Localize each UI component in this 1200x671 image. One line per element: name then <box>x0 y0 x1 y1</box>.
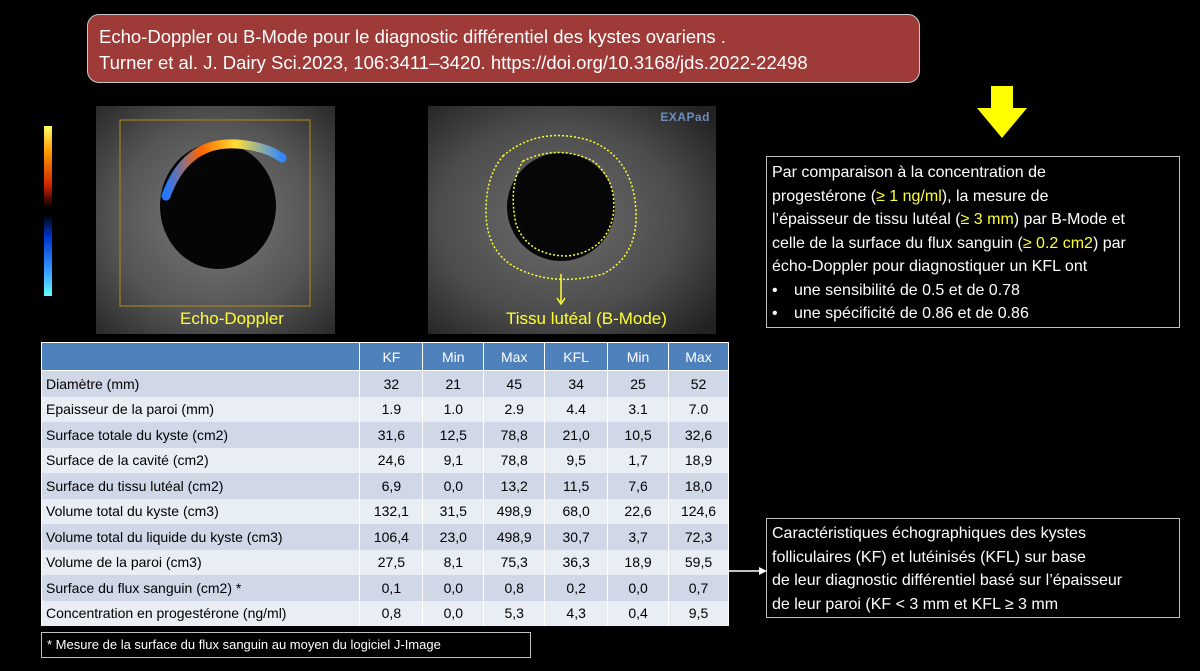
bullet-sensitivity <box>772 279 1179 303</box>
table-cell: 22,6 <box>608 499 669 525</box>
table-header: KF <box>360 343 423 371</box>
table-cell: 12,5 <box>423 422 484 448</box>
table-header: Min <box>423 343 484 371</box>
table-cell: 78,8 <box>484 422 545 448</box>
sensitivity-info-box <box>766 156 1180 328</box>
down-arrow-icon <box>977 86 1027 138</box>
info-line-5: écho-Doppler pour diagnostiquer un KFL ont <box>772 258 1088 275</box>
cyst-characteristics-table <box>41 342 729 626</box>
table-cell: 3,7 <box>608 524 669 550</box>
table-header: KFL <box>545 343 608 371</box>
table-cell: 498,9 <box>484 499 545 525</box>
row-label: Concentration en progestérone (ng/ml) <box>42 601 360 627</box>
row-label: Volume de la paroi (cm3) <box>42 550 360 576</box>
table-row <box>42 397 729 423</box>
table-cell: 10,5 <box>608 422 669 448</box>
table-cell: 52 <box>669 371 729 397</box>
table-row <box>42 371 729 397</box>
row-label: Surface de la cavité (cm2) <box>42 448 360 474</box>
echo-doppler-label: Echo-Doppler <box>180 309 284 328</box>
table-cell: 30,7 <box>545 524 608 550</box>
table-cell: 4,3 <box>545 601 608 627</box>
info-line-2 <box>772 185 1179 209</box>
title-citation: Turner et al. J. Dairy Sci.2023, 106:3411–3420. https://doi.org/10.3168/jds.2022-22498 <box>99 52 808 73</box>
table-cell: 124,6 <box>669 499 729 525</box>
table-cell: 498,9 <box>484 524 545 550</box>
row-label: Diamètre (mm) <box>42 371 360 397</box>
table-cell: 23,0 <box>423 524 484 550</box>
table-cell: 0,7 <box>669 575 729 601</box>
table-cell: 0,1 <box>360 575 423 601</box>
info-line-4 <box>772 232 1179 256</box>
info-text: ) par <box>1092 234 1126 252</box>
table-cell: 24,6 <box>360 448 423 474</box>
table-cell: 59,5 <box>669 550 729 576</box>
table-cell: 5,3 <box>484 601 545 627</box>
table-cell: 0,0 <box>423 575 484 601</box>
row-label: Surface totale du kyste (cm2) <box>42 422 360 448</box>
table-cell: 7.0 <box>669 397 729 423</box>
title-banner <box>87 14 920 83</box>
table-cell: 27,5 <box>360 550 423 576</box>
table-cell: 0,0 <box>423 601 484 627</box>
table-cell: 0,8 <box>360 601 423 627</box>
table-row <box>42 499 729 525</box>
table-cell: 6,9 <box>360 473 423 499</box>
table-row <box>42 550 729 576</box>
table-cell: 0,4 <box>608 601 669 627</box>
table-cell: 21 <box>423 371 484 397</box>
table-cell: 18,9 <box>669 448 729 474</box>
table-description-box <box>766 518 1180 618</box>
table-cell: 36,3 <box>545 550 608 576</box>
table-cell: 11,5 <box>545 473 608 499</box>
table-cell: 68,0 <box>545 499 608 525</box>
table-cell: 132,1 <box>360 499 423 525</box>
table-header: Min <box>608 343 669 371</box>
table-cell: 34 <box>545 371 608 397</box>
table-header: Max <box>484 343 545 371</box>
table-cell: 32 <box>360 371 423 397</box>
table-cell: 0,0 <box>608 575 669 601</box>
bullet-text: une spécificité de 0.86 et de 0.86 <box>794 305 1029 322</box>
table-header <box>42 343 360 371</box>
table-cell: 18,0 <box>669 473 729 499</box>
bullet-specificity <box>772 302 1179 326</box>
table-cell: 9,1 <box>423 448 484 474</box>
table-cell: 4.4 <box>545 397 608 423</box>
echo-doppler-image <box>96 106 335 334</box>
bullet-text: une sensibilité de 0.5 et de 0.78 <box>794 281 1020 299</box>
bullet-icon: • <box>772 305 778 322</box>
table-cell: 18,9 <box>608 550 669 576</box>
table-cell: 21,0 <box>545 422 608 448</box>
table-cell: 32,6 <box>669 422 729 448</box>
footnote: * Mesure de la surface du flux sanguin au moyen du logiciel J-Image <box>41 632 531 658</box>
table-cell: 31,6 <box>360 422 423 448</box>
table-cell: 106,4 <box>360 524 423 550</box>
table-cell: 0,0 <box>423 473 484 499</box>
row-label: Volume total du liquide du kyste (cm3) <box>42 524 360 550</box>
table-cell: 7,6 <box>608 473 669 499</box>
progesterone-threshold: ≥ 1 ng/ml <box>876 187 942 205</box>
table-cell: 1,7 <box>608 448 669 474</box>
table-row <box>42 473 729 499</box>
row-label: Epaisseur de la paroi (mm) <box>42 397 360 423</box>
table-cell: 8,1 <box>423 550 484 576</box>
table-header: Max <box>669 343 729 371</box>
info-text: celle de la surface du flux sanguin ( <box>772 234 1023 252</box>
table-cell: 2.9 <box>484 397 545 423</box>
table-cell: 9,5 <box>669 601 729 627</box>
info-line-3 <box>772 208 1179 232</box>
info-text: l’épaisseur de tissu lutéal ( <box>772 211 961 228</box>
table-cell: 25 <box>608 371 669 397</box>
b-mode-label: Tissu lutéal (B-Mode) <box>506 309 667 328</box>
doppler-colorbar <box>44 108 52 318</box>
table-cell: 45 <box>484 371 545 397</box>
table-cell: 72,3 <box>669 524 729 550</box>
bloodflow-threshold: ≥ 0.2 cm2 <box>1022 234 1093 252</box>
table-row <box>42 524 729 550</box>
info-text: ), la mesure de <box>941 187 1049 205</box>
info-line-1: Par comparaison à la concentration de <box>772 164 1046 181</box>
table-row <box>42 422 729 448</box>
row-label: Surface du tissu lutéal (cm2) <box>42 473 360 499</box>
table-cell: 75,3 <box>484 550 545 576</box>
row-label: Volume total du kyste (cm3) <box>42 499 360 525</box>
table-cell: 3.1 <box>608 397 669 423</box>
table-cell: 31,5 <box>423 499 484 525</box>
table-row <box>42 448 729 474</box>
info-text: ) par B-Mode et <box>1013 211 1125 228</box>
desc-line-3: de leur diagnostic différentiel basé sur l’épaisseur <box>772 572 1123 589</box>
row-label: Surface du flux sanguin (cm2) * <box>42 575 360 601</box>
title-line-1: Echo-Doppler ou B-Mode pour le diagnostic différentiel des kystes ovariens . <box>99 26 726 47</box>
table-cell: 13,2 <box>484 473 545 499</box>
right-arrow-icon <box>729 566 767 576</box>
table-cell: 1.9 <box>360 397 423 423</box>
thickness-threshold: ≥ 3 mm <box>960 211 1014 228</box>
table-row <box>42 601 729 627</box>
table-row <box>42 575 729 601</box>
table-cell: 1.0 <box>423 397 484 423</box>
desc-line-1: Caractéristiques échographiques des kystes <box>772 525 1086 542</box>
table-header-row <box>42 343 729 371</box>
desc-line-4: de leur paroi (KF < 3 mm et KFL ≥ 3 mm <box>772 595 1059 613</box>
table-cell: 78,8 <box>484 448 545 474</box>
info-text: progestérone ( <box>772 187 877 205</box>
watermark-text: EXAPad <box>660 110 710 124</box>
table-cell: 0,8 <box>484 575 545 601</box>
table-cell: 9,5 <box>545 448 608 474</box>
desc-line-2: folliculaires (KF) et lutéinisés (KFL) sur base <box>772 548 1086 566</box>
bullet-icon: • <box>772 281 778 299</box>
b-mode-image <box>428 106 716 334</box>
table-cell: 0,2 <box>545 575 608 601</box>
